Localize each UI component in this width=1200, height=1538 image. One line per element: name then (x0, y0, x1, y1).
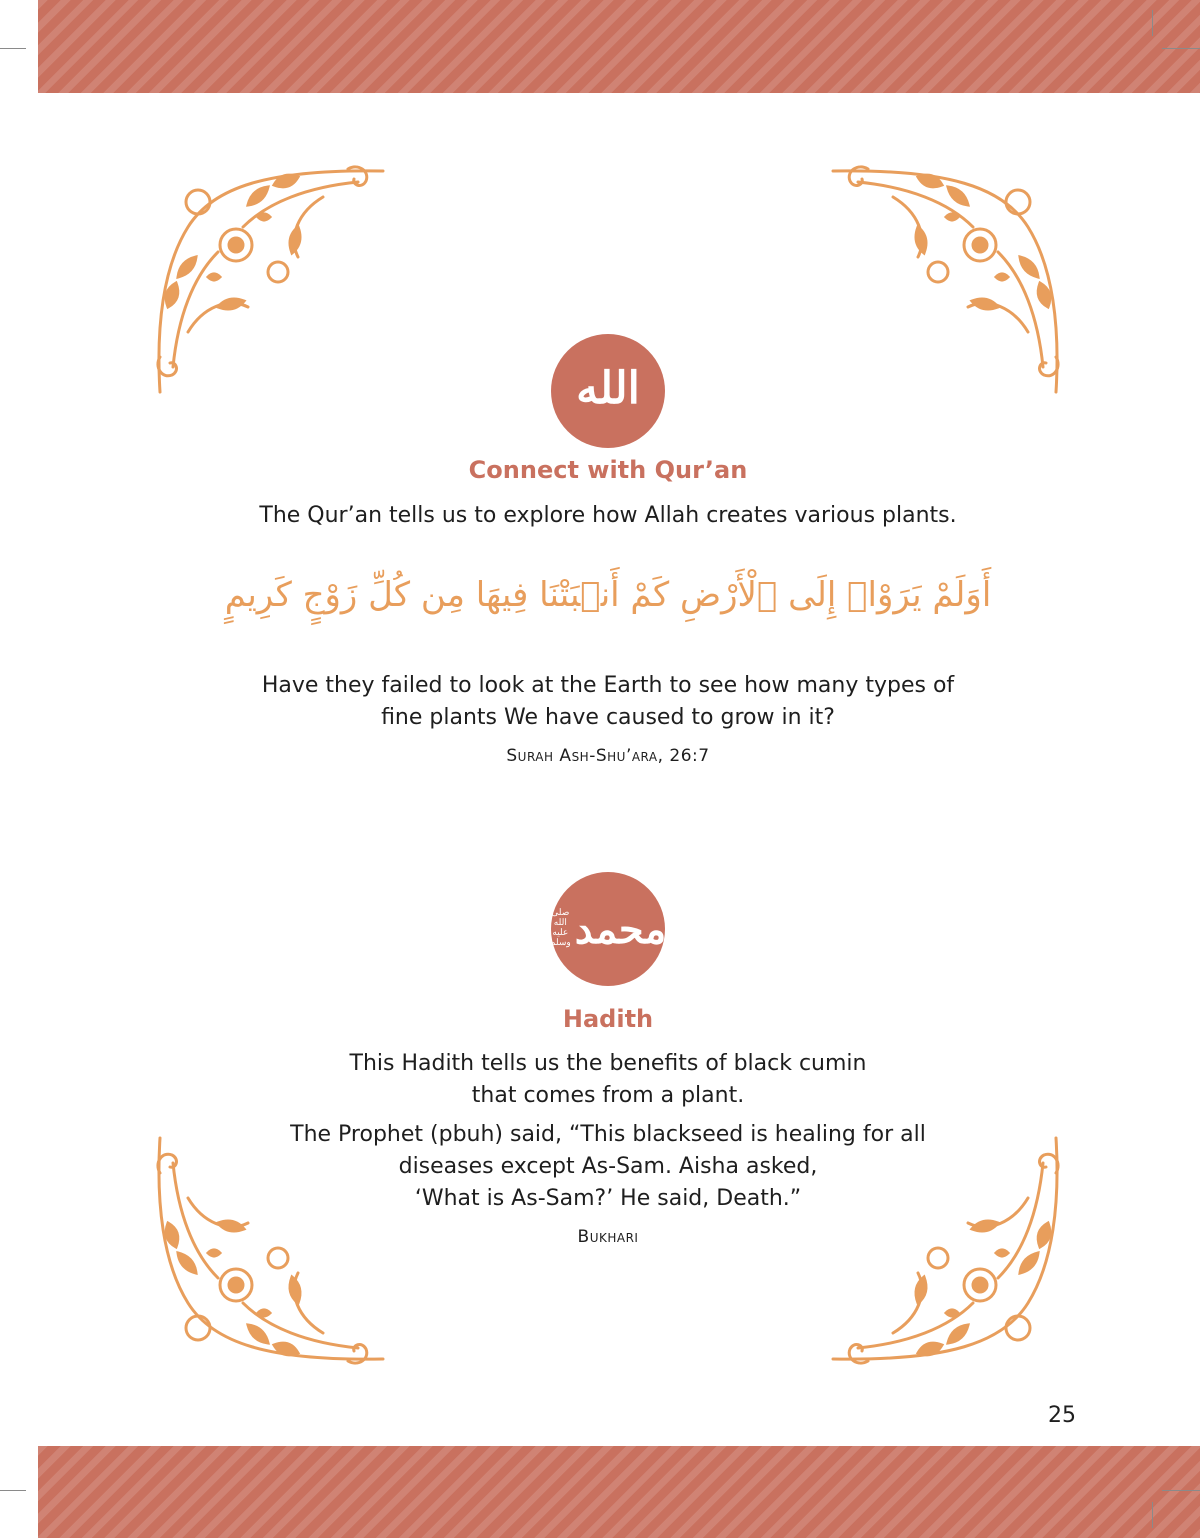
quran-section-heading: Connect with Qur’an (468, 456, 748, 484)
top-decorative-band (38, 0, 1200, 93)
crop-mark (1162, 1490, 1200, 1491)
page-number: 25 (1048, 1403, 1076, 1428)
honorific-calligraphy: صلى الله عليه وسلم (549, 908, 571, 948)
verse-translation-line-1: Have they failed to look at the Earth to see how many types of (261, 673, 955, 698)
verse-translation-line-2: fine plants We have caused to grow in it? (381, 705, 835, 730)
hadith-intro-line-2: that comes from a plant. (471, 1083, 745, 1108)
arabic-verse: أَوَلَمْ يَرَوْا۟ إِلَى ٱلْأَرْضِ كَمْ أَنۢبَتْنَا فِيهَا مِن كُلِّ زَوْجٍ كَرِيمٍ (224, 575, 992, 615)
muhammad-calligraphy: محمد (574, 905, 667, 953)
verse-source: Surah Ash-Shu’ara, 26:7 (506, 746, 710, 766)
crop-mark (1162, 48, 1200, 49)
crop-mark (1152, 10, 1153, 36)
quran-section-intro: The Qur’an tells us to explore how Allah creates various plants. (259, 503, 957, 528)
hadith-intro-line-1: This Hadith tells us the benefits of black cumin (349, 1051, 867, 1076)
hadith-quote-line-3: ‘What is As-Sam?’ He said, Death.” (414, 1186, 802, 1211)
allah-calligraphy: الله (576, 362, 640, 414)
hadith-section-heading: Hadith (562, 1005, 654, 1033)
floral-corner-ornament-icon (828, 157, 1068, 397)
hadith-source: Bukhari (577, 1227, 639, 1247)
crop-mark (1152, 1502, 1153, 1528)
crop-mark (0, 48, 26, 49)
muhammad-calligraphy-badge (551, 872, 665, 986)
floral-corner-ornament-icon (148, 157, 388, 397)
hadith-quote-line-1: The Prophet (pbuh) said, “This blackseed is healing for all (290, 1122, 926, 1147)
hadith-quote-line-2: diseases except As-Sam. Aisha asked, (398, 1154, 818, 1179)
allah-calligraphy-badge (551, 334, 665, 448)
bottom-decorative-band (38, 1446, 1200, 1538)
crop-mark (0, 1490, 26, 1491)
